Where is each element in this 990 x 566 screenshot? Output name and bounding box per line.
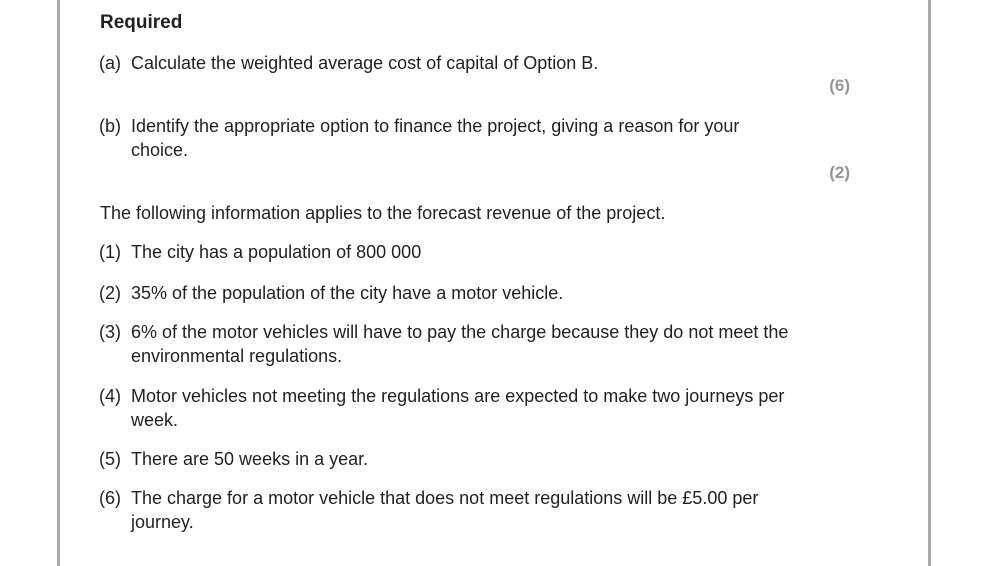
item-number: (6) <box>99 488 121 508</box>
list-item-4 <box>99 384 814 432</box>
question-b <box>99 114 799 162</box>
item-number: (5) <box>99 449 121 469</box>
list-item-5 <box>99 447 819 471</box>
list-item-6 <box>99 486 814 534</box>
marks-b: (2) <box>829 163 850 182</box>
item-text: The city has a population of 800 000 <box>131 242 422 262</box>
question-text: Identify the appropriate option to finance the project, giving a reason for your choice. <box>131 116 740 160</box>
question-number: (a) <box>99 53 121 73</box>
item-text: 35% of the population of the city have a motor vehicle. <box>131 283 564 303</box>
item-text: 6% of the motor vehicles will have to pay the charge because they do not meet the environmental regulations. <box>131 322 789 366</box>
item-number: (3) <box>99 322 121 342</box>
marks-a: (6) <box>829 76 850 95</box>
item-number: (2) <box>99 283 121 303</box>
item-text: The charge for a motor vehicle that does not meet regulations will be £5.00 per journey. <box>131 488 759 532</box>
item-number: (4) <box>99 386 121 406</box>
question-number: (b) <box>99 116 121 136</box>
list-item-2 <box>99 281 819 305</box>
question-text: Calculate the weighted average cost of capital of Option B. <box>131 53 599 73</box>
required-heading: Required <box>100 12 183 33</box>
item-text: Motor vehicles not meeting the regulations are expected to make two journeys per week. <box>131 386 785 430</box>
question-a <box>99 51 819 75</box>
list-item-3 <box>99 320 814 368</box>
list-item-1 <box>99 240 819 264</box>
item-text: There are 50 weeks in a year. <box>131 449 369 469</box>
item-number: (1) <box>99 242 121 262</box>
intro-text: The following information applies to the forecast revenue of the project. <box>100 203 666 223</box>
